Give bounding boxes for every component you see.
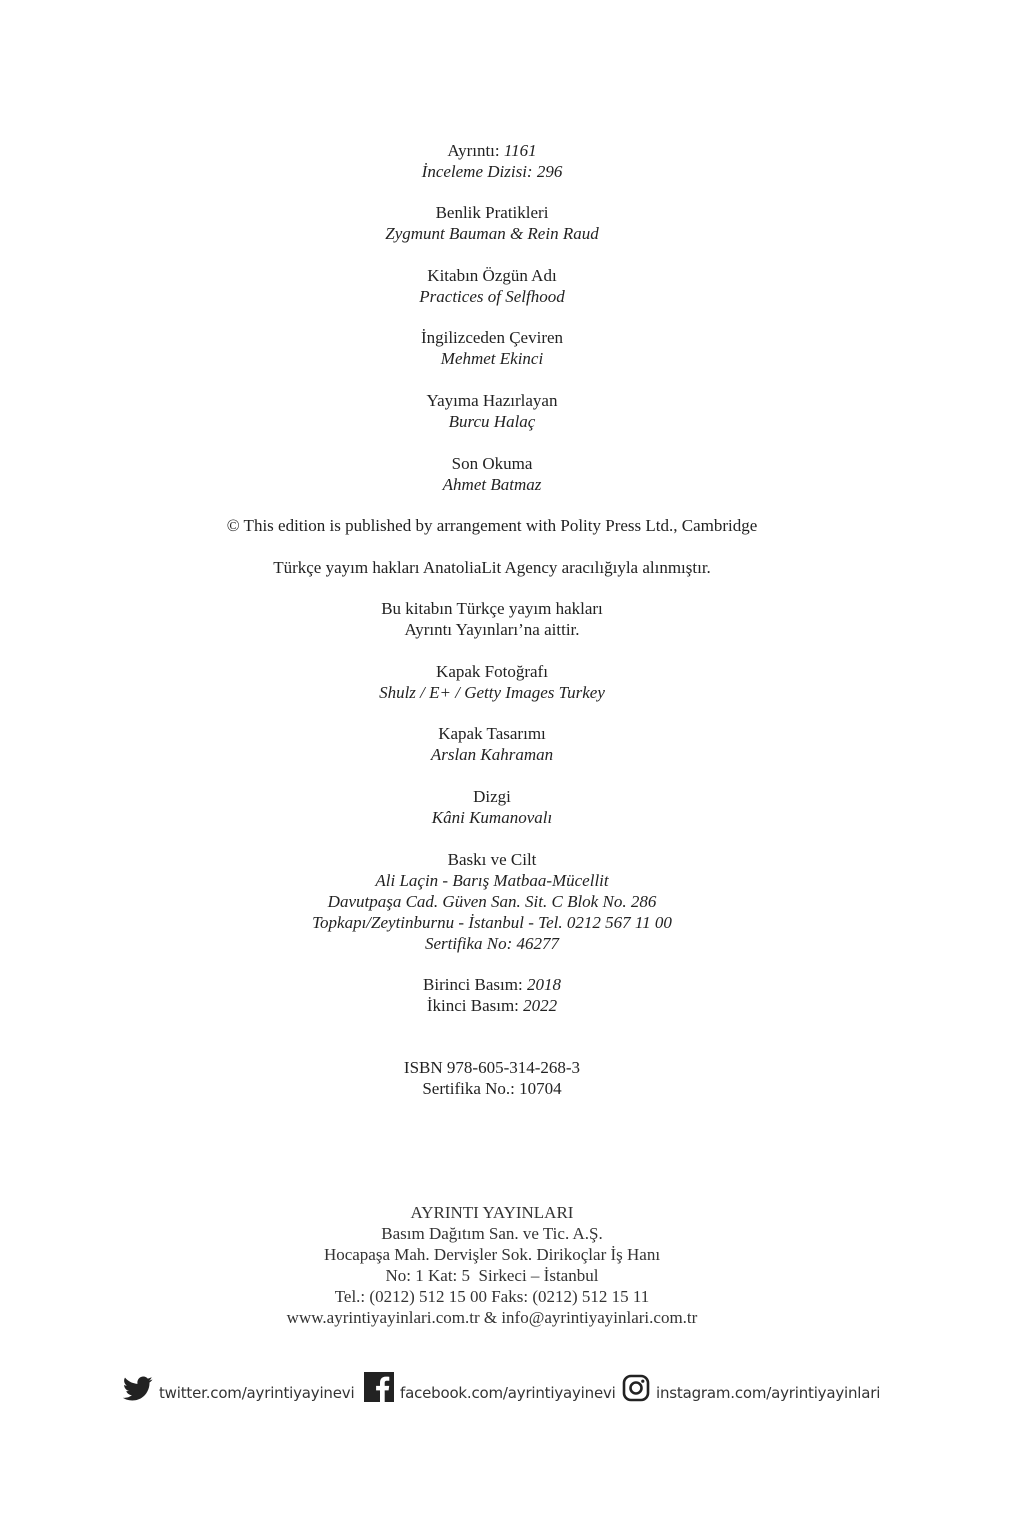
instagram-link[interactable] xyxy=(622,1368,880,1402)
credit-value: Burcu Halaç xyxy=(448,412,536,431)
edition-line xyxy=(0,974,984,995)
copyright-notice xyxy=(0,515,984,536)
publisher-website-email[interactable]: www.ayrintiyayinlari.com.tr & info@ayrintiyayinlari.com.tr xyxy=(286,1308,698,1327)
credit-value: Zygmunt Bauman & Rein Raud xyxy=(385,224,599,243)
publisher-line: Tel.: (0212) 512 15 00 Faks: (0212) 512 15 11 xyxy=(334,1287,650,1306)
ayrinti-number-line xyxy=(0,140,984,161)
credit-translator xyxy=(0,327,984,369)
twitter-bird-icon xyxy=(123,1376,153,1402)
print-label: Baskı ve Cilt xyxy=(447,850,537,869)
editions-block xyxy=(0,974,984,1016)
print-line: Ali Laçin - Barış Matbaa-Mücellit xyxy=(375,871,609,890)
social-links xyxy=(0,1368,1024,1408)
edition-line xyxy=(0,995,984,1016)
publisher-line: Hocapaşa Mah. Dervişler Sok. Dirikoçlar İş Hanı xyxy=(323,1245,661,1264)
rights-owner-line: Ayrıntı Yayınları’na aittir. xyxy=(404,620,580,639)
credit-editor xyxy=(0,390,984,432)
rights-owner xyxy=(0,598,984,640)
typesetting-credit xyxy=(0,786,984,828)
rights-agency xyxy=(0,557,984,578)
facebook-link-text: facebook.com/ayrintiyayinevi xyxy=(400,1384,616,1402)
edition-year: 2022 xyxy=(523,996,558,1015)
rights-owner-line: Bu kitabın Türkçe yayım hakları xyxy=(381,599,603,618)
print-credit xyxy=(0,849,984,954)
print-line: Davutpaşa Cad. Güven San. Sit. C Blok No. 286 xyxy=(327,892,657,911)
credit-label: Kitabın Özgün Adı xyxy=(427,266,557,285)
credit-title xyxy=(0,202,984,244)
instagram-link-text: instagram.com/ayrintiyayinlari xyxy=(656,1384,881,1402)
certificate-number: Sertifika No.: 10704 xyxy=(422,1079,562,1098)
rights-agency-text: Türkçe yayım hakları AnatoliaLit Agency aracılığıyla alınmıştır. xyxy=(273,558,711,577)
facebook-link[interactable] xyxy=(364,1368,616,1402)
series-info-block xyxy=(0,140,984,182)
publisher-block xyxy=(0,1202,984,1328)
print-line: Sertifika No: 46277 xyxy=(424,934,560,953)
ayrinti-label: Ayrıntı: xyxy=(447,141,500,160)
credit-label: Yayıma Hazırlayan xyxy=(426,391,558,410)
credit-value: Kâni Kumanovalı xyxy=(431,808,553,827)
ayrinti-number: 1161 xyxy=(503,141,537,160)
cover-design-credit xyxy=(0,723,984,765)
print-line: Topkapı/Zeytinburnu - İstanbul - Tel. 0212 567 11 00 xyxy=(312,913,672,932)
credit-value: Arslan Kahraman xyxy=(430,745,554,764)
inceleme-dizisi: İnceleme Dizisi: 296 xyxy=(421,162,563,181)
twitter-link[interactable] xyxy=(123,1368,354,1402)
credit-label: Kapak Tasarımı xyxy=(438,724,546,743)
credit-label: Dizgi xyxy=(473,787,511,806)
publisher-line: Basım Dağıtım San. ve Tic. A.Ş. xyxy=(381,1224,603,1243)
facebook-f-icon xyxy=(364,1372,394,1402)
copyright-text: © This edition is published by arrangement with Polity Press Ltd., Cambridge xyxy=(226,516,758,535)
credit-value: Mehmet Ekinci xyxy=(440,349,544,368)
instagram-camera-icon xyxy=(622,1374,650,1402)
credit-value: Shulz / E+ / Getty Images Turkey xyxy=(379,683,605,702)
twitter-link-text: twitter.com/ayrintiyayinevi xyxy=(159,1384,355,1402)
credit-label: Kapak Fotoğrafı xyxy=(436,662,548,681)
cover-photo-credit xyxy=(0,661,984,703)
isbn: ISBN 978-605-314-268-3 xyxy=(403,1058,581,1077)
credit-label: Son Okuma xyxy=(451,454,533,473)
edition-label: Birinci Basım: xyxy=(423,975,523,994)
credit-label: Benlik Pratikleri xyxy=(435,203,549,222)
publisher-line: No: 1 Kat: 5 Sirkeci – İstanbul xyxy=(385,1266,599,1285)
edition-label: İkinci Basım: xyxy=(426,996,519,1015)
credit-label: İngilizceden Çeviren xyxy=(420,328,564,347)
credit-value: Practices of Selfhood xyxy=(419,287,565,306)
edition-year: 2018 xyxy=(526,975,561,994)
credit-value: Ahmet Batmaz xyxy=(442,475,542,494)
publisher-name: AYRINTI YAYINLARI xyxy=(410,1203,574,1222)
credit-proofreader xyxy=(0,453,984,495)
credit-original-title xyxy=(0,265,984,307)
isbn-block xyxy=(0,1057,984,1099)
